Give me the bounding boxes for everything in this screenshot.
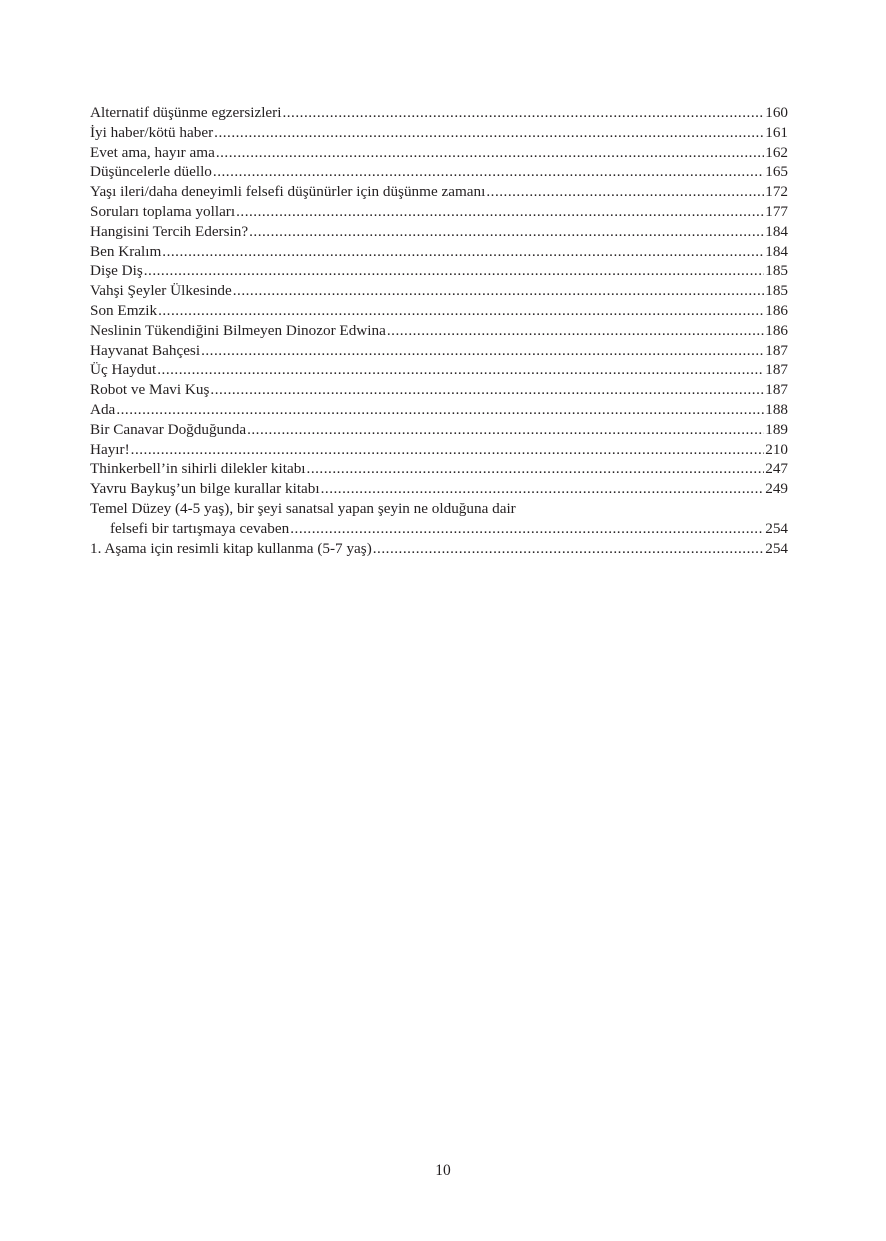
- toc-entry-title: Yaşı ileri/daha deneyimli felsefi düşünürler için düşünme zamanı: [90, 183, 486, 201]
- toc-entry: [90, 459, 788, 479]
- toc-entry-title: Son Emzik: [90, 301, 158, 319]
- dot-leader: [249, 222, 764, 242]
- dot-leader: [131, 440, 765, 460]
- dot-leader: [247, 420, 764, 440]
- dot-leader: [282, 103, 764, 123]
- dot-leader: [158, 301, 764, 321]
- dot-leader: [201, 341, 764, 361]
- toc-entry: [90, 261, 788, 281]
- toc-entry-title: Hangisini Tercih Edersin?: [90, 222, 249, 240]
- dot-leader: [486, 182, 764, 202]
- toc-entry: [90, 123, 788, 143]
- page-number: 10: [435, 1162, 451, 1179]
- toc-entry-page: 254: [765, 539, 788, 557]
- dot-leader: [233, 281, 764, 301]
- dot-leader: [373, 539, 764, 559]
- toc-entry-page: 184: [765, 222, 788, 240]
- toc-entry-page: 247: [765, 460, 788, 478]
- toc-entry-title: Thinkerbell’in sihirli dilekler kitabı: [90, 460, 306, 478]
- dot-leader: [387, 321, 764, 341]
- toc-entry: [90, 539, 788, 559]
- toc-entry: [90, 202, 788, 222]
- toc-entry: [90, 380, 788, 400]
- toc-entry: [90, 162, 788, 182]
- toc-entry-page: 254: [765, 519, 788, 537]
- toc-entry-page: 249: [765, 480, 788, 498]
- toc-entry-title: Neslinin Tükendiğini Bilmeyen Dinozor Edwina: [90, 321, 386, 339]
- toc-entry-title: Robot ve Mavi Kuş: [90, 381, 210, 399]
- toc-entry: [90, 242, 788, 262]
- toc-entry: [90, 321, 788, 341]
- toc-entry-title: İyi haber/kötü haber: [90, 123, 214, 141]
- table-of-contents: [90, 103, 788, 558]
- toc-entry-title: Soruları toplama yolları: [90, 202, 236, 220]
- dot-leader: [216, 143, 764, 163]
- toc-entry-title: Dişe Diş: [90, 262, 143, 280]
- toc-entry-page: 160: [765, 104, 788, 121]
- dot-leader: [157, 360, 764, 380]
- toc-entry-page: 177: [765, 202, 788, 220]
- toc-entry-page: 165: [765, 163, 788, 181]
- toc-entry-page: 186: [765, 301, 788, 319]
- dot-leader: [214, 123, 764, 143]
- toc-entry: [90, 222, 788, 242]
- dot-leader: [290, 519, 764, 539]
- toc-entry-page: 187: [765, 361, 788, 379]
- toc-entry: [90, 519, 788, 539]
- dot-leader: [210, 380, 764, 400]
- toc-entry-page: 162: [765, 143, 788, 161]
- toc-entry-page: 185: [765, 282, 788, 300]
- dot-leader: [162, 242, 764, 262]
- toc-entry: [90, 440, 788, 460]
- toc-entry: [90, 301, 788, 321]
- toc-entry: [90, 182, 788, 202]
- toc-entry-page: 186: [765, 321, 788, 339]
- toc-entry-title: Evet ama, hayır ama: [90, 143, 215, 161]
- dot-leader: [321, 479, 765, 499]
- dot-leader: [144, 261, 764, 281]
- toc-entry-title-line1: Temel Düzey (4-5 yaş), bir şeyi sanatsal yapan şeyin ne olduğuna dair: [90, 499, 516, 517]
- dot-leader: [307, 459, 765, 479]
- toc-entry: [90, 143, 788, 163]
- toc-entry-page: 185: [765, 262, 788, 280]
- toc-entry-title: Vahşi Şeyler Ülkesinde: [90, 282, 232, 300]
- toc-entry: [90, 281, 788, 301]
- toc-entry-title: Bir Canavar Doğduğunda: [90, 420, 247, 438]
- toc-entry-page: 187: [765, 341, 788, 359]
- toc-entry: [90, 400, 788, 420]
- dot-leader: [116, 400, 764, 420]
- toc-entry-page: 187: [765, 381, 788, 399]
- toc-entry: [90, 360, 788, 380]
- toc-entry-title: Yavru Baykuş’un bilge kurallar kitabı: [90, 480, 320, 498]
- toc-entry-page: 210: [765, 440, 788, 458]
- dot-leader: [236, 202, 764, 222]
- toc-entry: [90, 103, 788, 123]
- toc-entry-page: 172: [765, 183, 788, 201]
- toc-entry-title: Ada: [90, 400, 116, 418]
- toc-entry-page: 161: [765, 123, 788, 141]
- toc-entry-title: Üç Haydut: [90, 361, 157, 379]
- toc-entry-title-line2: felsefi bir tartışmaya cevaben: [110, 519, 290, 537]
- toc-entry-page: 184: [765, 242, 788, 260]
- toc-entry-title: Hayır!: [90, 440, 130, 458]
- toc-entry: [90, 479, 788, 499]
- toc-entry-title: Hayvanat Bahçesi: [90, 341, 201, 359]
- toc-entry-title: Düşüncelerle düello: [90, 163, 212, 181]
- toc-entry-title: Ben Kralım: [90, 242, 162, 260]
- toc-entry-title: Alternatif düşünme egzersizleri: [90, 104, 282, 121]
- toc-entry-page: 189: [765, 420, 788, 438]
- toc-entry: [90, 420, 788, 440]
- toc-entry: [90, 341, 788, 361]
- dot-leader: [213, 162, 764, 182]
- toc-entry-title: 1. Aşama için resimli kitap kullanma (5-7 yaş): [90, 539, 372, 557]
- toc-entry-page: 188: [765, 400, 788, 418]
